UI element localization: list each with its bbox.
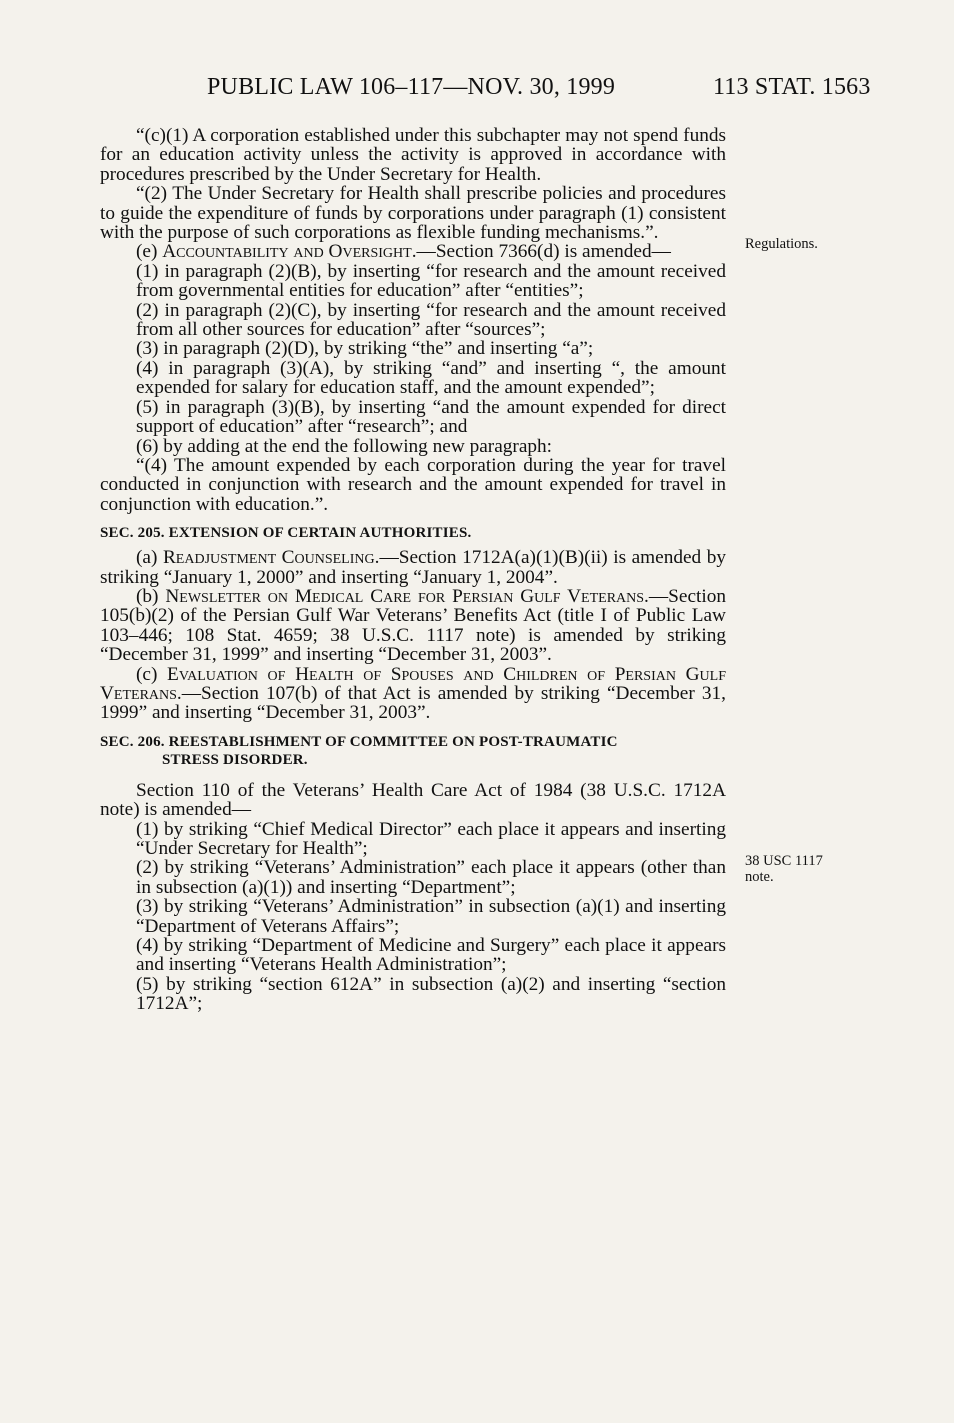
section-206-intro: Section 110 of the Veterans’ Health Care Act of 1984 (38 U.S.C. 1712A note) is amended— <box>100 779 726 821</box>
list-item-e2: (2) in paragraph (2)(C), by inserting “for research and the amount received from all other sources for education” after “sources”; <box>136 299 726 341</box>
margin-note-usc-line2: note. <box>745 869 774 885</box>
section-205-a <box>100 548 726 587</box>
subsection-e-text: —Section 7366(d) is amended— <box>416 241 671 263</box>
running-head <box>0 74 954 108</box>
statute-citation: 113 STAT. 1563 <box>713 74 871 100</box>
list-item-206-3: (3) by striking “Veterans’ Administration” in subsection (a)(1) and inserting “Department of Veterans Affairs”; <box>136 896 726 937</box>
subsection-e <box>100 242 726 261</box>
section-205-a-text: —Section 1712A(a)(1)(B)(ii) is amended by striking “January 1, 2000” and inserting “January 1, 2004”. <box>100 547 726 588</box>
list-item-e5: (5) in paragraph (3)(B), by inserting “and the amount expended for direct support of education” after “research”; and <box>136 396 726 438</box>
margin-note-regulations: Regulations. <box>745 236 818 252</box>
body-text <box>100 126 726 1014</box>
section-205-c-heading: Evaluation of Health of Spouses and Children of Persian Gulf Veterans. <box>100 663 726 704</box>
section-206-heading-line1: SEC. 206. REESTABLISHMENT OF COMMITTEE ON POST-TRAUMATIC <box>100 733 618 750</box>
section-205-b <box>100 587 726 665</box>
margin-note-usc-line1: 38 USC 1117 <box>745 853 823 869</box>
section-206-heading <box>100 733 726 769</box>
paragraph-c2: “(2) The Under Secretary for Health shall prescribe policies and procedures to guide the expenditure of funds by corporations under paragraph (1) consistent with the purpose of such corporations as flexible funding mechanisms.”. <box>100 183 726 244</box>
list-item-206-2: (2) by striking “Veterans’ Administration” each place it appears (other than in subsection (a)(1)) and inserting “Department”; <box>136 857 726 898</box>
section-205-heading: SEC. 205. EXTENSION OF CERTAIN AUTHORITIES. <box>100 525 472 542</box>
section-206-heading-line2: STRESS DISORDER. <box>162 751 308 768</box>
subsection-e-heading: Accountability and Oversight. <box>162 241 417 263</box>
quoted-paragraph-4: “(4) The amount expended by each corporation during the year for travel conducted in conjunction with research and the amount expended for travel in conjunction with education.”. <box>100 454 726 515</box>
list-item-e1: (1) in paragraph (2)(B), by inserting “for research and the amount received from governmental entities for education” after “entities”; <box>136 260 726 302</box>
section-205-b-heading: Newsletter on Medical Care for Persian Gulf Veterans. <box>165 585 649 607</box>
subsection-e-label: (e) <box>136 241 158 263</box>
list-item-206-4: (4) by striking “Department of Medicine and Surgery” each place it appears and inserting “Veterans Health Administration”; <box>136 935 726 976</box>
section-205-c-text: —Section 107(b) of that Act is amended by striking “December 31, 1999” and inserting “December 31, 2003”. <box>100 682 726 724</box>
section-205-a-heading: Readjustment Counseling. <box>162 547 380 569</box>
section-205-c <box>100 665 726 723</box>
section-205-b-text: —Section 105(b)(2) of the Persian Gulf War Veterans’ Benefits Act (title I of Public Law 103–446; 108 Stat. 4659; 38 U.S.C. 1117 note) is amended by striking “December 31, 1999” and inserting “December 31, 2003”. <box>100 585 726 666</box>
list-item-e4: (4) in paragraph (3)(A), by striking “and” and inserting “, the amount expended for salary for education staff, and the amount expended”; <box>136 357 726 399</box>
margin-note-usc <box>745 853 855 885</box>
law-title: PUBLIC LAW 106–117—NOV. 30, 1999 <box>207 74 616 100</box>
section-205-c-label: (c) <box>136 663 158 685</box>
list-item-206-5: (5) by striking “section 612A” in subsection (a)(2) and inserting “section 1712A”; <box>136 973 726 1015</box>
section-205-a-label: (a) <box>136 547 158 569</box>
list-item-e6: (6) by adding at the end the following new paragraph: <box>136 435 553 457</box>
paragraph-c1: “(c)(1) A corporation established under this subchapter may not spend funds for an education activity unless the activity is approved in accordance with procedures prescribed by the Under Secretary for Health. <box>100 125 726 185</box>
section-205-b-label: (b) <box>136 585 159 607</box>
list-item-206-1: (1) by striking “Chief Medical Director” each place it appears and inserting “Under Secretary for Health”; <box>136 818 726 859</box>
list-item-e3: (3) in paragraph (2)(D), by striking “the” and inserting “a”; <box>136 338 594 360</box>
